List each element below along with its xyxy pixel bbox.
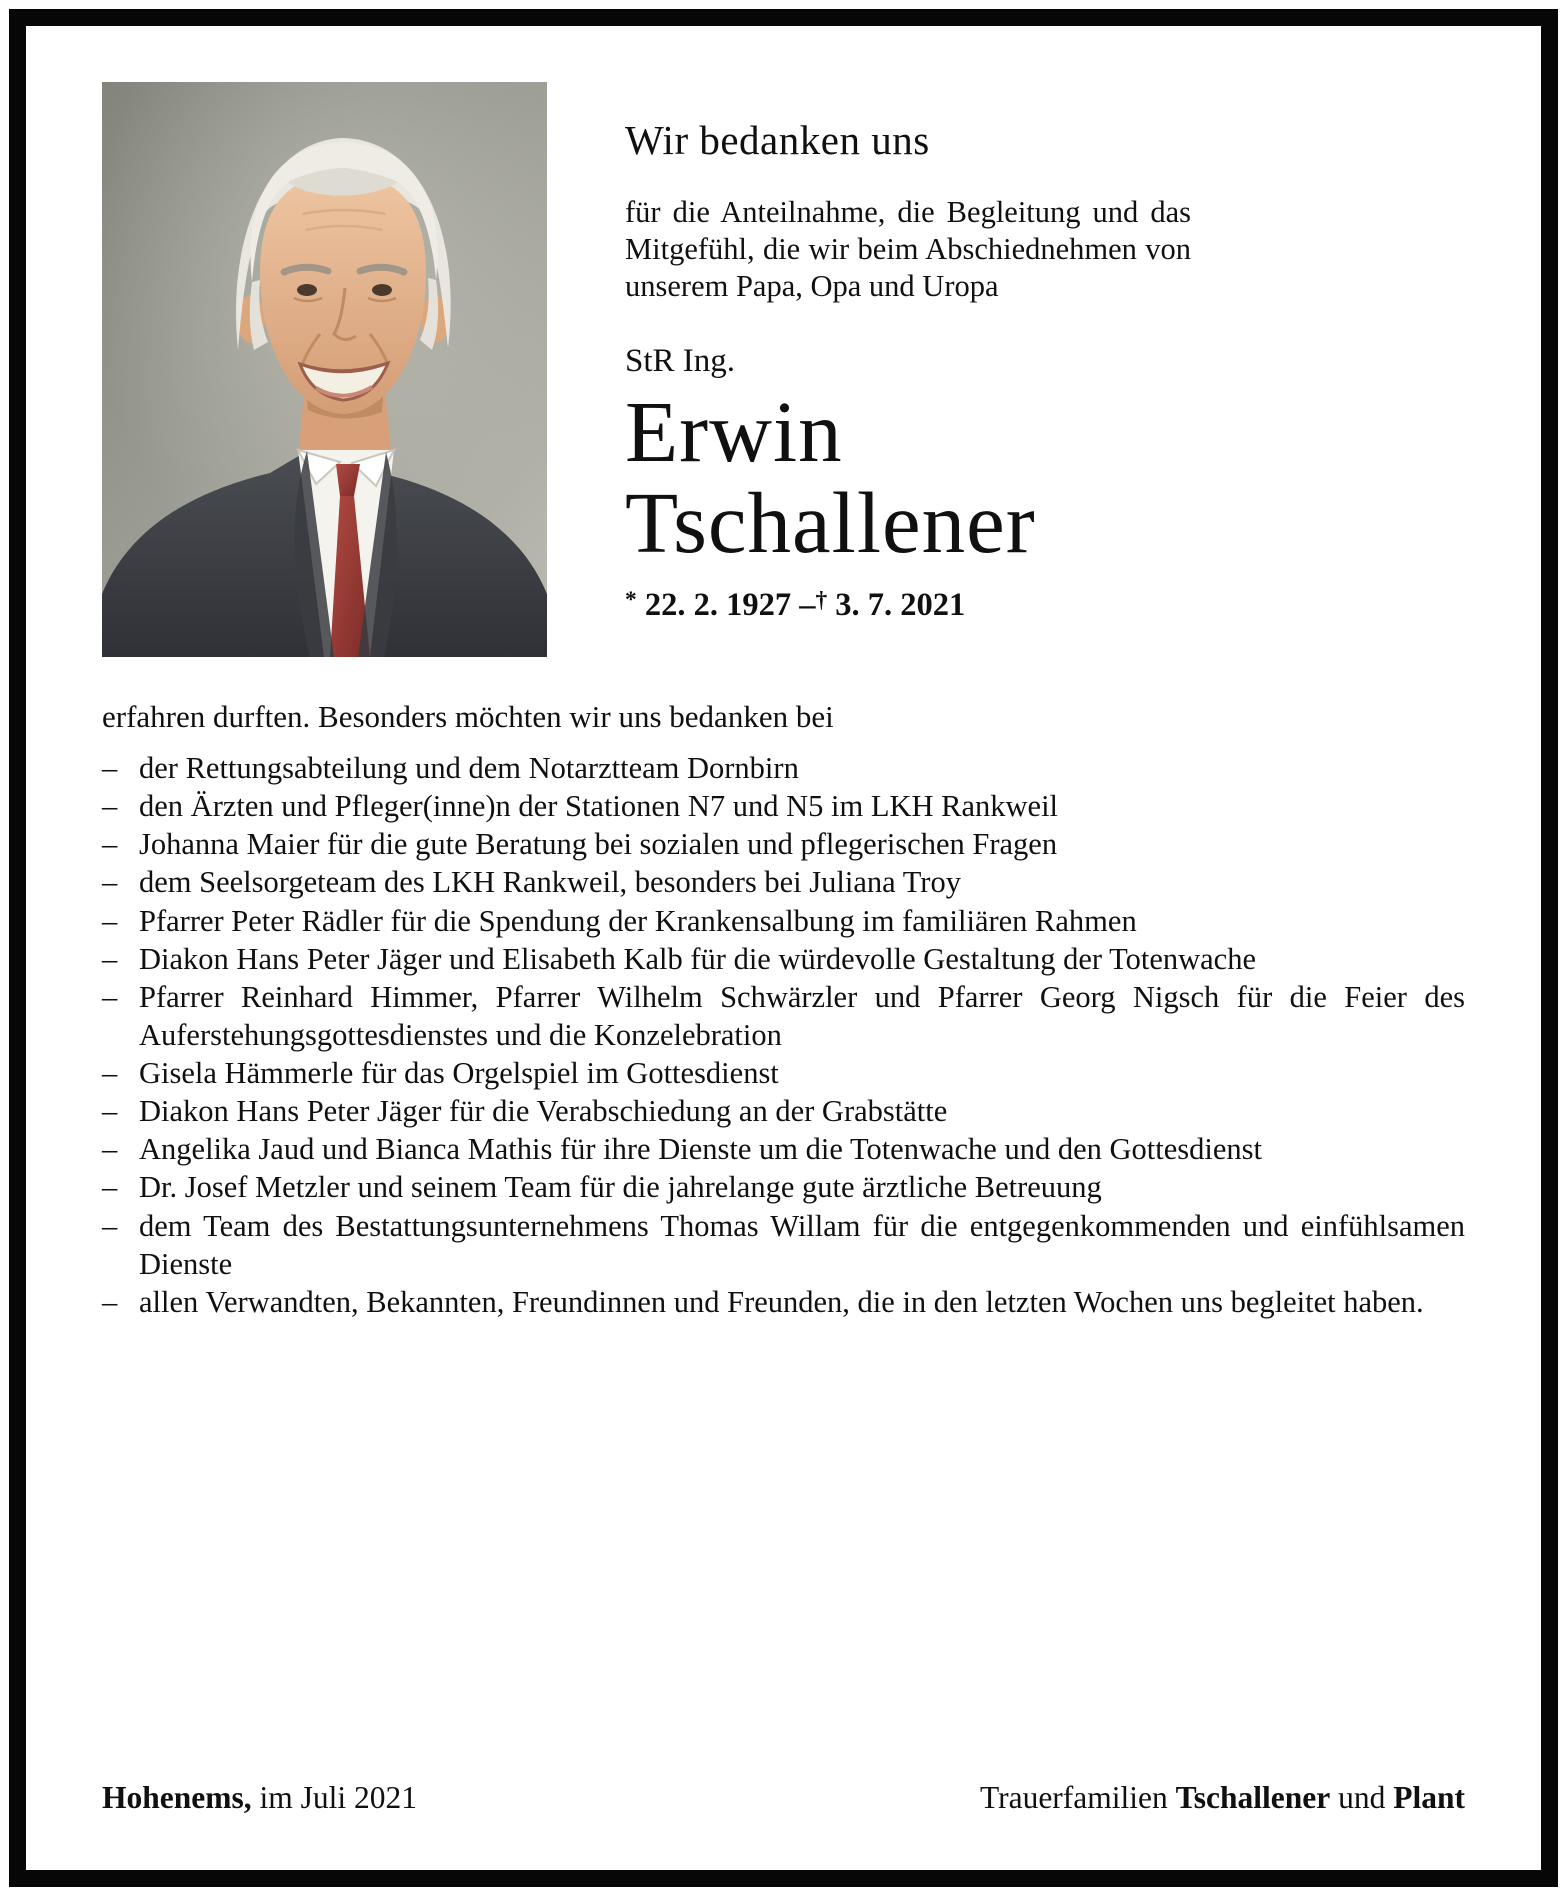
portrait-illustration [102, 82, 547, 657]
place: Hohenems, [102, 1780, 252, 1815]
portrait-photo [102, 82, 547, 657]
footer [102, 1780, 1465, 1816]
border-frame [9, 9, 1558, 1887]
title-prefix: StR Ing. [625, 343, 736, 380]
header-text-column [625, 82, 1191, 657]
thanks-item: – Diakon Hans Peter Jäger und Elisabeth Kalb für die würdevolle Gestaltung der Totenwache [102, 940, 1465, 978]
thanks-item: – Pfarrer Peter Rädler für die Spendung der Krankensalbung im familiären Rahmen [102, 902, 1465, 940]
date: im Juli 2021 [259, 1780, 418, 1815]
continuation-text: erfahren durften. Besonders möchten wir uns bedanken bei [102, 699, 834, 734]
thanks-item: – dem Team des Bestattungsunternehmens Thomas Willam für die entgegenkommenden und einfühlsamen Dienste [102, 1207, 1465, 1283]
thanks-item: – der Rettungsabteilung und dem Notarztteam Dornbirn [102, 749, 1465, 787]
thanks-list [102, 749, 1465, 1321]
families-connector: und [1338, 1780, 1386, 1815]
death-date: 3. 7. 2021 [835, 587, 966, 624]
thanks-item: – Dr. Josef Metzler und seinem Team für die jahrelange gute ärztliche Betreuung [102, 1168, 1465, 1206]
thanks-item: – Angelika Jaud und Bianca Mathis für ihre Dienste um die Totenwache und den Gottesdienst [102, 1130, 1465, 1168]
content-area [26, 26, 1541, 1870]
thanks-item: – Diakon Hans Peter Jäger für die Verabschiedung an der Grabstätte [102, 1092, 1465, 1130]
life-dates [625, 587, 1191, 624]
birth-symbol: * [625, 586, 637, 613]
birth-date: 22. 2. 1927 [644, 587, 792, 624]
thanks-item: – Johanna Maier für die gute Beratung bei sozialen und pflegerischen Fragen [102, 825, 1465, 863]
thanks-item: – den Ärzten und Pfleger(inne)n der Stationen N7 und N5 im LKH Rankweil [102, 787, 1465, 825]
families-prefix: Trauerfamilien [979, 1780, 1168, 1815]
family-name-2: Plant [1393, 1780, 1465, 1815]
thanks-item: – dem Seelsorgeteam des LKH Rankweil, besonders bei Juliana Troy [102, 863, 1465, 901]
dates-separator: – [799, 587, 816, 624]
mourning-families [980, 1780, 1465, 1816]
thanks-item: – Gisela Hämmerle für das Orgelspiel im Gottesdienst [102, 1054, 1465, 1092]
place-and-date [102, 1780, 417, 1816]
deceased-name [625, 383, 1191, 572]
thanks-item: – Pfarrer Reinhard Himmer, Pfarrer Wilhelm Schwärzler und Pfarrer Georg Nigsch für die Feier des Auferstehungsgottesdienstes und die Konzelebration [102, 978, 1465, 1054]
family-name-1: Tschallener [1175, 1780, 1331, 1815]
name-line-2: Tschallener [625, 474, 1036, 572]
thanks-heading: Wir bedanken uns [625, 117, 930, 163]
name-line-1: Erwin [625, 383, 843, 481]
top-section [102, 82, 1465, 657]
thanks-item: – allen Verwandten, Bekannten, Freundinnen und Freunden, die in den letzten Wochen uns begleitet haben. [102, 1283, 1465, 1321]
intro-paragraph: für die Anteilnahme, die Begleitung und das Mitgefühl, die wir beim Abschiednehmen von unserem Papa, Opa und Uropa [625, 195, 1191, 304]
death-symbol: † [815, 586, 828, 613]
